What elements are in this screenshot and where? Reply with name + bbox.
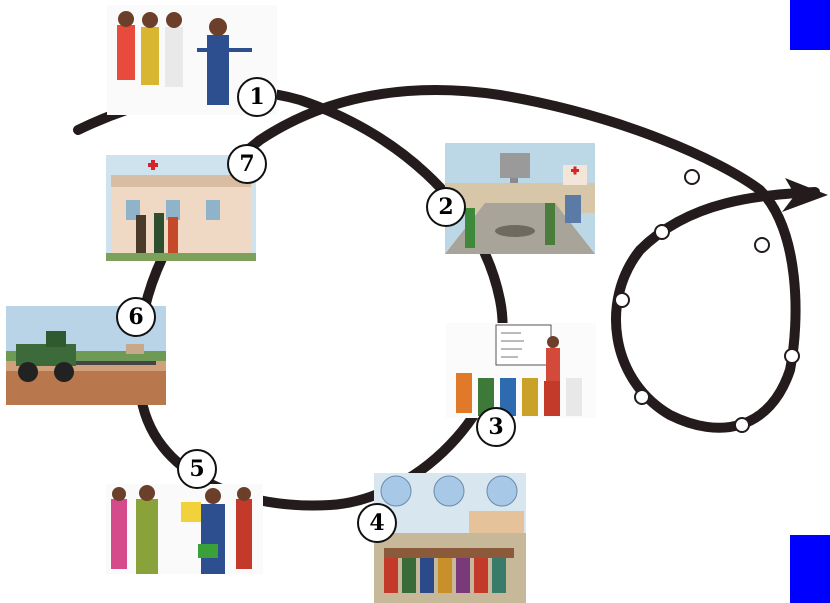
step-number-2: 2: [426, 187, 466, 227]
scene-signing-agreement-image: [106, 484, 263, 574]
loop-marker: [755, 238, 769, 252]
step-number-7: 7: [227, 144, 267, 184]
loop-marker: [635, 390, 649, 404]
step-number-6: 6: [116, 297, 156, 337]
step-number-5: 5: [177, 449, 217, 489]
loop-marker: [655, 225, 669, 239]
loop-marker: [735, 418, 749, 432]
step-number-4: 4: [357, 503, 397, 543]
loop-marker: [685, 170, 699, 184]
loop-marker: [785, 349, 799, 363]
step-number-3: 3: [476, 407, 516, 447]
blue-accent-block-bottom: [790, 535, 830, 603]
loop-marker: [615, 293, 629, 307]
scene-damaged-road-image: [445, 143, 595, 254]
scene-planning-meeting-image: [446, 323, 596, 418]
step-number-1: 1: [237, 77, 277, 117]
scene-village-assembly-image: [374, 473, 526, 603]
blue-accent-block-top: [790, 0, 830, 50]
